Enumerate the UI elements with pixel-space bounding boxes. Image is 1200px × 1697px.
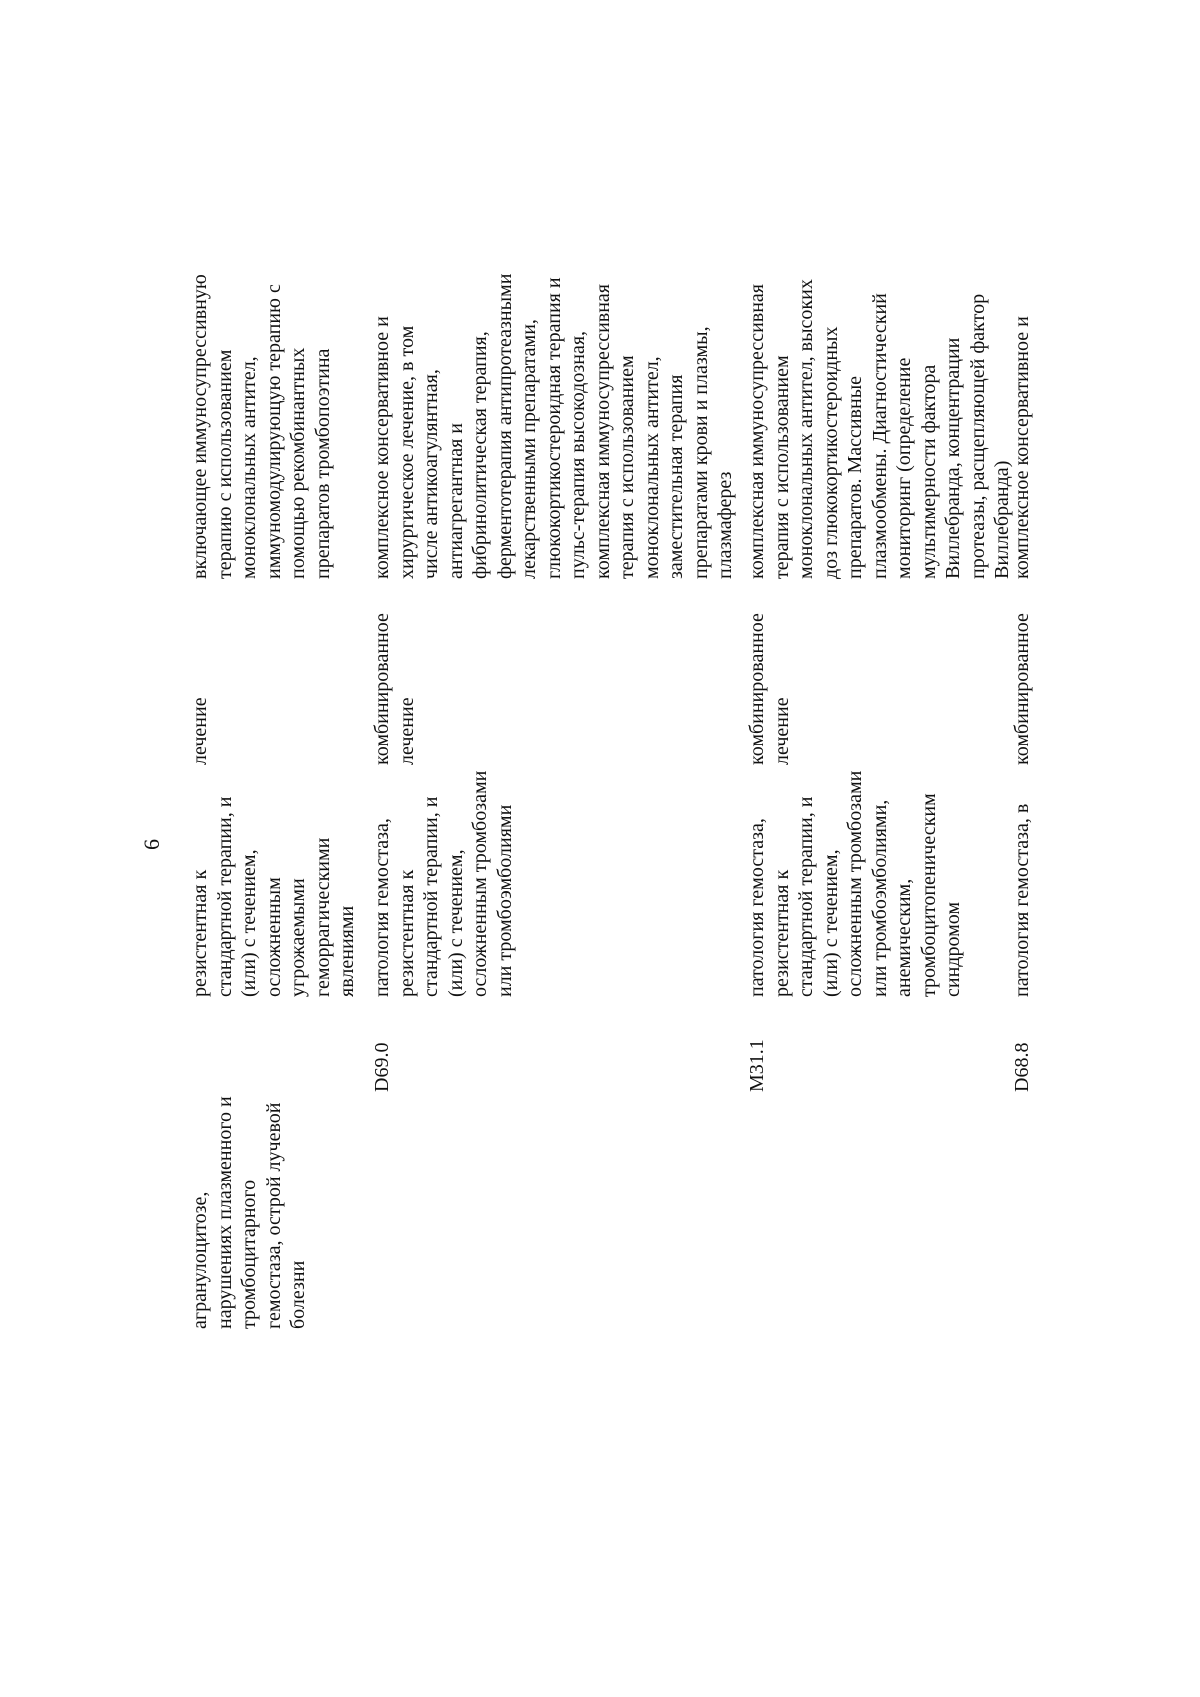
treatment-method-line: заместительная терапия	[665, 374, 687, 579]
treatment-method-line: протеазы, расщепляющей фактор	[966, 293, 989, 579]
treatment-method-line: препаратами крови и плазмы,	[689, 326, 712, 579]
patient-model-line: патология гемостаза,	[371, 818, 393, 997]
treatment-method-line: Виллебранда)	[991, 460, 1013, 579]
patient-model-line: явлениями	[336, 905, 358, 997]
patient-model-line: патология гемостаза, в	[1011, 803, 1033, 997]
disease-line: болезни	[287, 1260, 309, 1329]
disease-line: гемостаза, острой лучевой	[262, 1102, 285, 1329]
treatment-method-line: ферментотерапия антипротеазными	[493, 273, 516, 579]
patient-model-line: геморрагическими	[311, 837, 334, 997]
treatment-method-line: включающее иммуносупрессивную	[189, 274, 211, 579]
treatment-method-line: глюкокортикостероидная терапия и	[542, 277, 565, 579]
treatment-method-line: иммуномодулирующую терапию с	[262, 284, 285, 579]
treatment-method-line: комплексное консервативное и	[371, 316, 393, 579]
patient-model-line: анемическим,	[893, 878, 915, 997]
patient-model-line: осложненным тромбозами	[469, 770, 491, 997]
disease-line: тромбоцитарного	[238, 1179, 260, 1329]
patient-model-line: стандартной терапии, и	[795, 796, 817, 997]
treatment-method-line: пульс-терапия высокодозная,	[567, 330, 589, 579]
patient-model-line: или тромбоэмболиями,	[868, 799, 891, 997]
patient-model-line: стандартной терапии, и	[420, 796, 442, 997]
treatment-type-line: комбинированное	[1011, 613, 1033, 765]
treatment-method-line: плазмообмены. Диагностический	[868, 293, 891, 579]
disease-cell	[188, 1089, 311, 1329]
treatment-method-line: мультимерности фактора	[917, 364, 940, 579]
patient-model-line: синдромом	[942, 901, 964, 997]
treatment-method-cell	[188, 139, 335, 579]
patient-model-line: патология гемостаза,	[746, 818, 768, 997]
treatment-type-line: комбинированное	[371, 613, 393, 765]
patient-model-line: осложненным	[262, 877, 285, 997]
icd-code-cell: M31.1	[746, 1039, 768, 1092]
treatment-method-cell	[1010, 139, 1035, 579]
treatment-method-line: препаратов тромбопоэтина	[311, 348, 334, 579]
patient-model-line: (или) с течением,	[444, 849, 467, 997]
treatment-method-line: хирургическое лечение, в том	[395, 325, 418, 579]
treatment-method-line: моноклональных антител,	[238, 356, 260, 579]
patient-model-line: тромбоцитопеническим	[917, 793, 940, 997]
treatment-type-cell	[1010, 585, 1035, 765]
treatment-method-line: моноклональных антител,	[640, 356, 663, 579]
patient-model-cell	[188, 792, 360, 997]
patient-model-line: (или) с течением,	[238, 849, 260, 997]
patient-model-line: резистентная к	[770, 869, 793, 997]
icd-code-cell: D69.0	[371, 1042, 393, 1092]
treatment-method-cell	[745, 139, 1015, 579]
treatment-method-cell	[370, 139, 738, 579]
treatment-method-line: мониторинг (определение	[893, 357, 915, 579]
patient-model-cell	[1010, 792, 1035, 997]
treatment-method-line: комплексная иммуносупрессивная	[591, 284, 614, 579]
treatment-type-line: лечение	[395, 697, 418, 765]
patient-model-line: (или) с течением,	[819, 849, 842, 997]
treatment-method-line: плазмаферез	[714, 471, 736, 579]
treatment-method-line: моноклональных антител, высоких	[795, 279, 817, 579]
treatment-method-line: терапия с использованием	[616, 355, 638, 579]
treatment-type-line: комбинированное	[746, 613, 768, 765]
treatment-type-cell	[188, 585, 213, 765]
patient-model-line: резистентная к	[189, 869, 211, 997]
treatment-method-line: терапия с использованием	[770, 355, 793, 579]
treatment-method-line: лекарственными препаратами,	[518, 319, 540, 579]
patient-model-line: осложненным тромбозами	[844, 770, 866, 997]
treatment-method-line: Виллебранда, концентрации	[942, 337, 964, 579]
treatment-type-cell	[745, 585, 794, 765]
page-number: 6	[139, 839, 164, 850]
treatment-method-line: комплексное консервативное и	[1011, 316, 1033, 579]
patient-model-cell	[370, 770, 517, 997]
treatment-method-line: помощью рекомбинантных	[287, 347, 309, 579]
icd-code-cell: D68.8	[1011, 1042, 1033, 1092]
treatment-method-line: терапию с использованием	[213, 349, 236, 579]
treatment-method-line: комплексная иммуносупрессивная	[746, 284, 768, 579]
treatment-type-line: лечение	[189, 697, 211, 765]
treatment-method-line: числе антикоагулянтная,	[420, 369, 442, 579]
patient-model-cell	[745, 770, 966, 997]
disease-line: нарушениях плазменного и	[213, 1096, 236, 1329]
treatment-method-line: фибринолитическая терапия,	[469, 331, 491, 579]
patient-model-line: угрожаемыми	[287, 878, 309, 997]
treatment-method-line: антиагрегантная и	[444, 423, 467, 579]
patient-model-line: стандартной терапии, и	[213, 796, 236, 997]
patient-model-line: резистентная к	[395, 869, 418, 997]
treatment-type-line: лечение	[770, 697, 793, 765]
disease-line: агранулоцитозе,	[189, 1191, 211, 1329]
treatment-method-line: препаратов. Массивные	[844, 375, 866, 579]
patient-model-line: или тромбоэмболиями	[493, 804, 516, 997]
treatment-method-line: доз глюкокортикостероидных	[819, 326, 842, 579]
treatment-type-cell	[370, 585, 419, 765]
